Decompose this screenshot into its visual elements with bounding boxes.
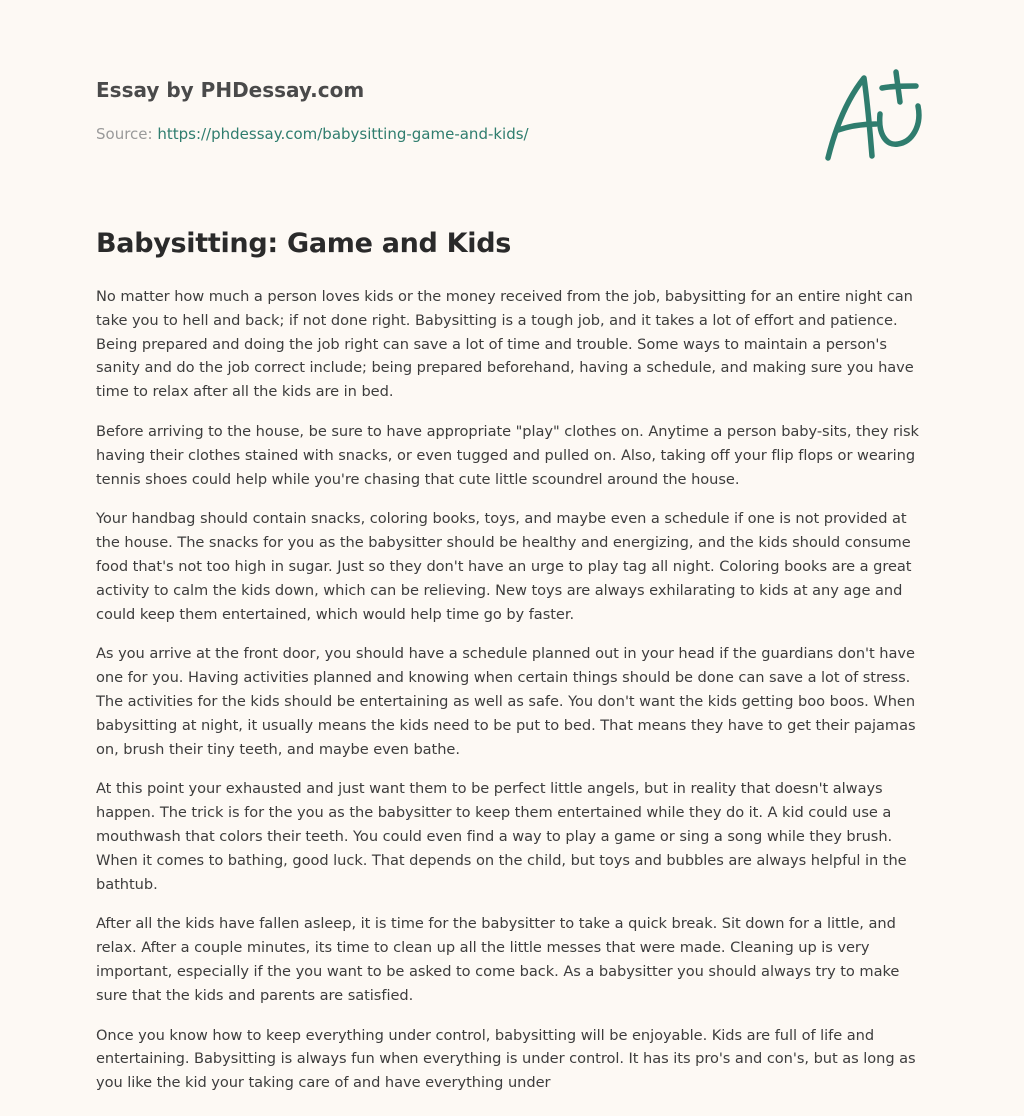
source-label: Source:: [96, 125, 158, 143]
a-plus-grade-icon: [818, 66, 928, 164]
source-link[interactable]: https://phdessay.com/babysitting-game-and-kids/: [157, 125, 529, 143]
essay-paragraph: Your handbag should contain snacks, coloring books, toys, and maybe even a schedule if one is not provided at the house. The snacks for you as the babysitter should be healthy and energizing, and the kids should consume food that's not too high in sugar. Just so they don't have an urge to play tag all night. Coloring books are a great activity to calm the kids down, which can be relieving. New toys are always exhilarating to kids at any age and could keep them entertained, which would help time go by faster.: [96, 510, 912, 623]
essay-paragraph: No matter how much a person loves kids or the money received from the job, babysitting for an entire night can take you to hell and back; if not done right. Babysitting is a tough job, and it takes a lot of effort and patience. Being prepared and doing the job right can save a lot of time and trouble. Some ways to maintain a person's sanity and do the job correct include; being prepared beforehand, having a schedule, and making sure you have time to relax after all the kids are in bed.: [96, 288, 914, 401]
essay-body: [96, 285, 930, 1111]
source-line: [96, 124, 796, 144]
essay-paragraph: Once you know how to keep everything under control, babysitting will be enjoyable. Kids are full of life and entertaining. Babysitting is always fun when everything is under control. It has its pro's and con's, but as long as you like the kid your taking care of and have everything under: [96, 1026, 916, 1092]
essay-title: Babysitting: Game and Kids: [96, 228, 512, 259]
brand-title: Essay by PHDessay.com: [96, 78, 365, 102]
essay-paragraph: After all the kids have fallen asleep, it is time for the babysitter to take a quick break. Sit down for a little, and relax. After a couple minutes, its time to clean up all the little messes that were made. Cleaning up is very important, especially if the you want to be asked to come back. As a babysitter you should always try to make sure that the kids and parents are satisfied.: [96, 915, 900, 1004]
essay-header: [96, 76, 796, 144]
essay-paragraph: At this point your exhausted and just want them to be perfect little angels, but in reality that doesn't always happen. The trick is for the you as the babysitter to keep them entertained while they do it. A kid could use a mouthwash that colors their teeth. You could even find a way to play a game or sing a song while they brush. When it comes to bathing, good luck. That depends on the child, but toys and bubbles are always helpful in the bathtub.: [96, 780, 907, 893]
essay-paragraph: As you arrive at the front door, you should have a schedule planned out in your head if the guardians don't have one for you. Having activities planned and knowing when certain things should be done can save a lot of stress. The activities for the kids should be entertaining as well as safe. You don't want the kids getting boo boos. When babysitting at night, it usually means the kids need to be put to bed. That means they have to get their pajamas on, brush their tiny teeth, and maybe even bathe.: [96, 645, 916, 758]
essay-paragraph: Before arriving to the house, be sure to have appropriate "play" clothes on. Anytime a person baby-sits, they risk having their clothes stained with snacks, or even tugged and pulled on. Also, taking off your flip flops or wearing tennis shoes could help while you're chasing that cute little scoundrel around the house.: [96, 422, 919, 488]
